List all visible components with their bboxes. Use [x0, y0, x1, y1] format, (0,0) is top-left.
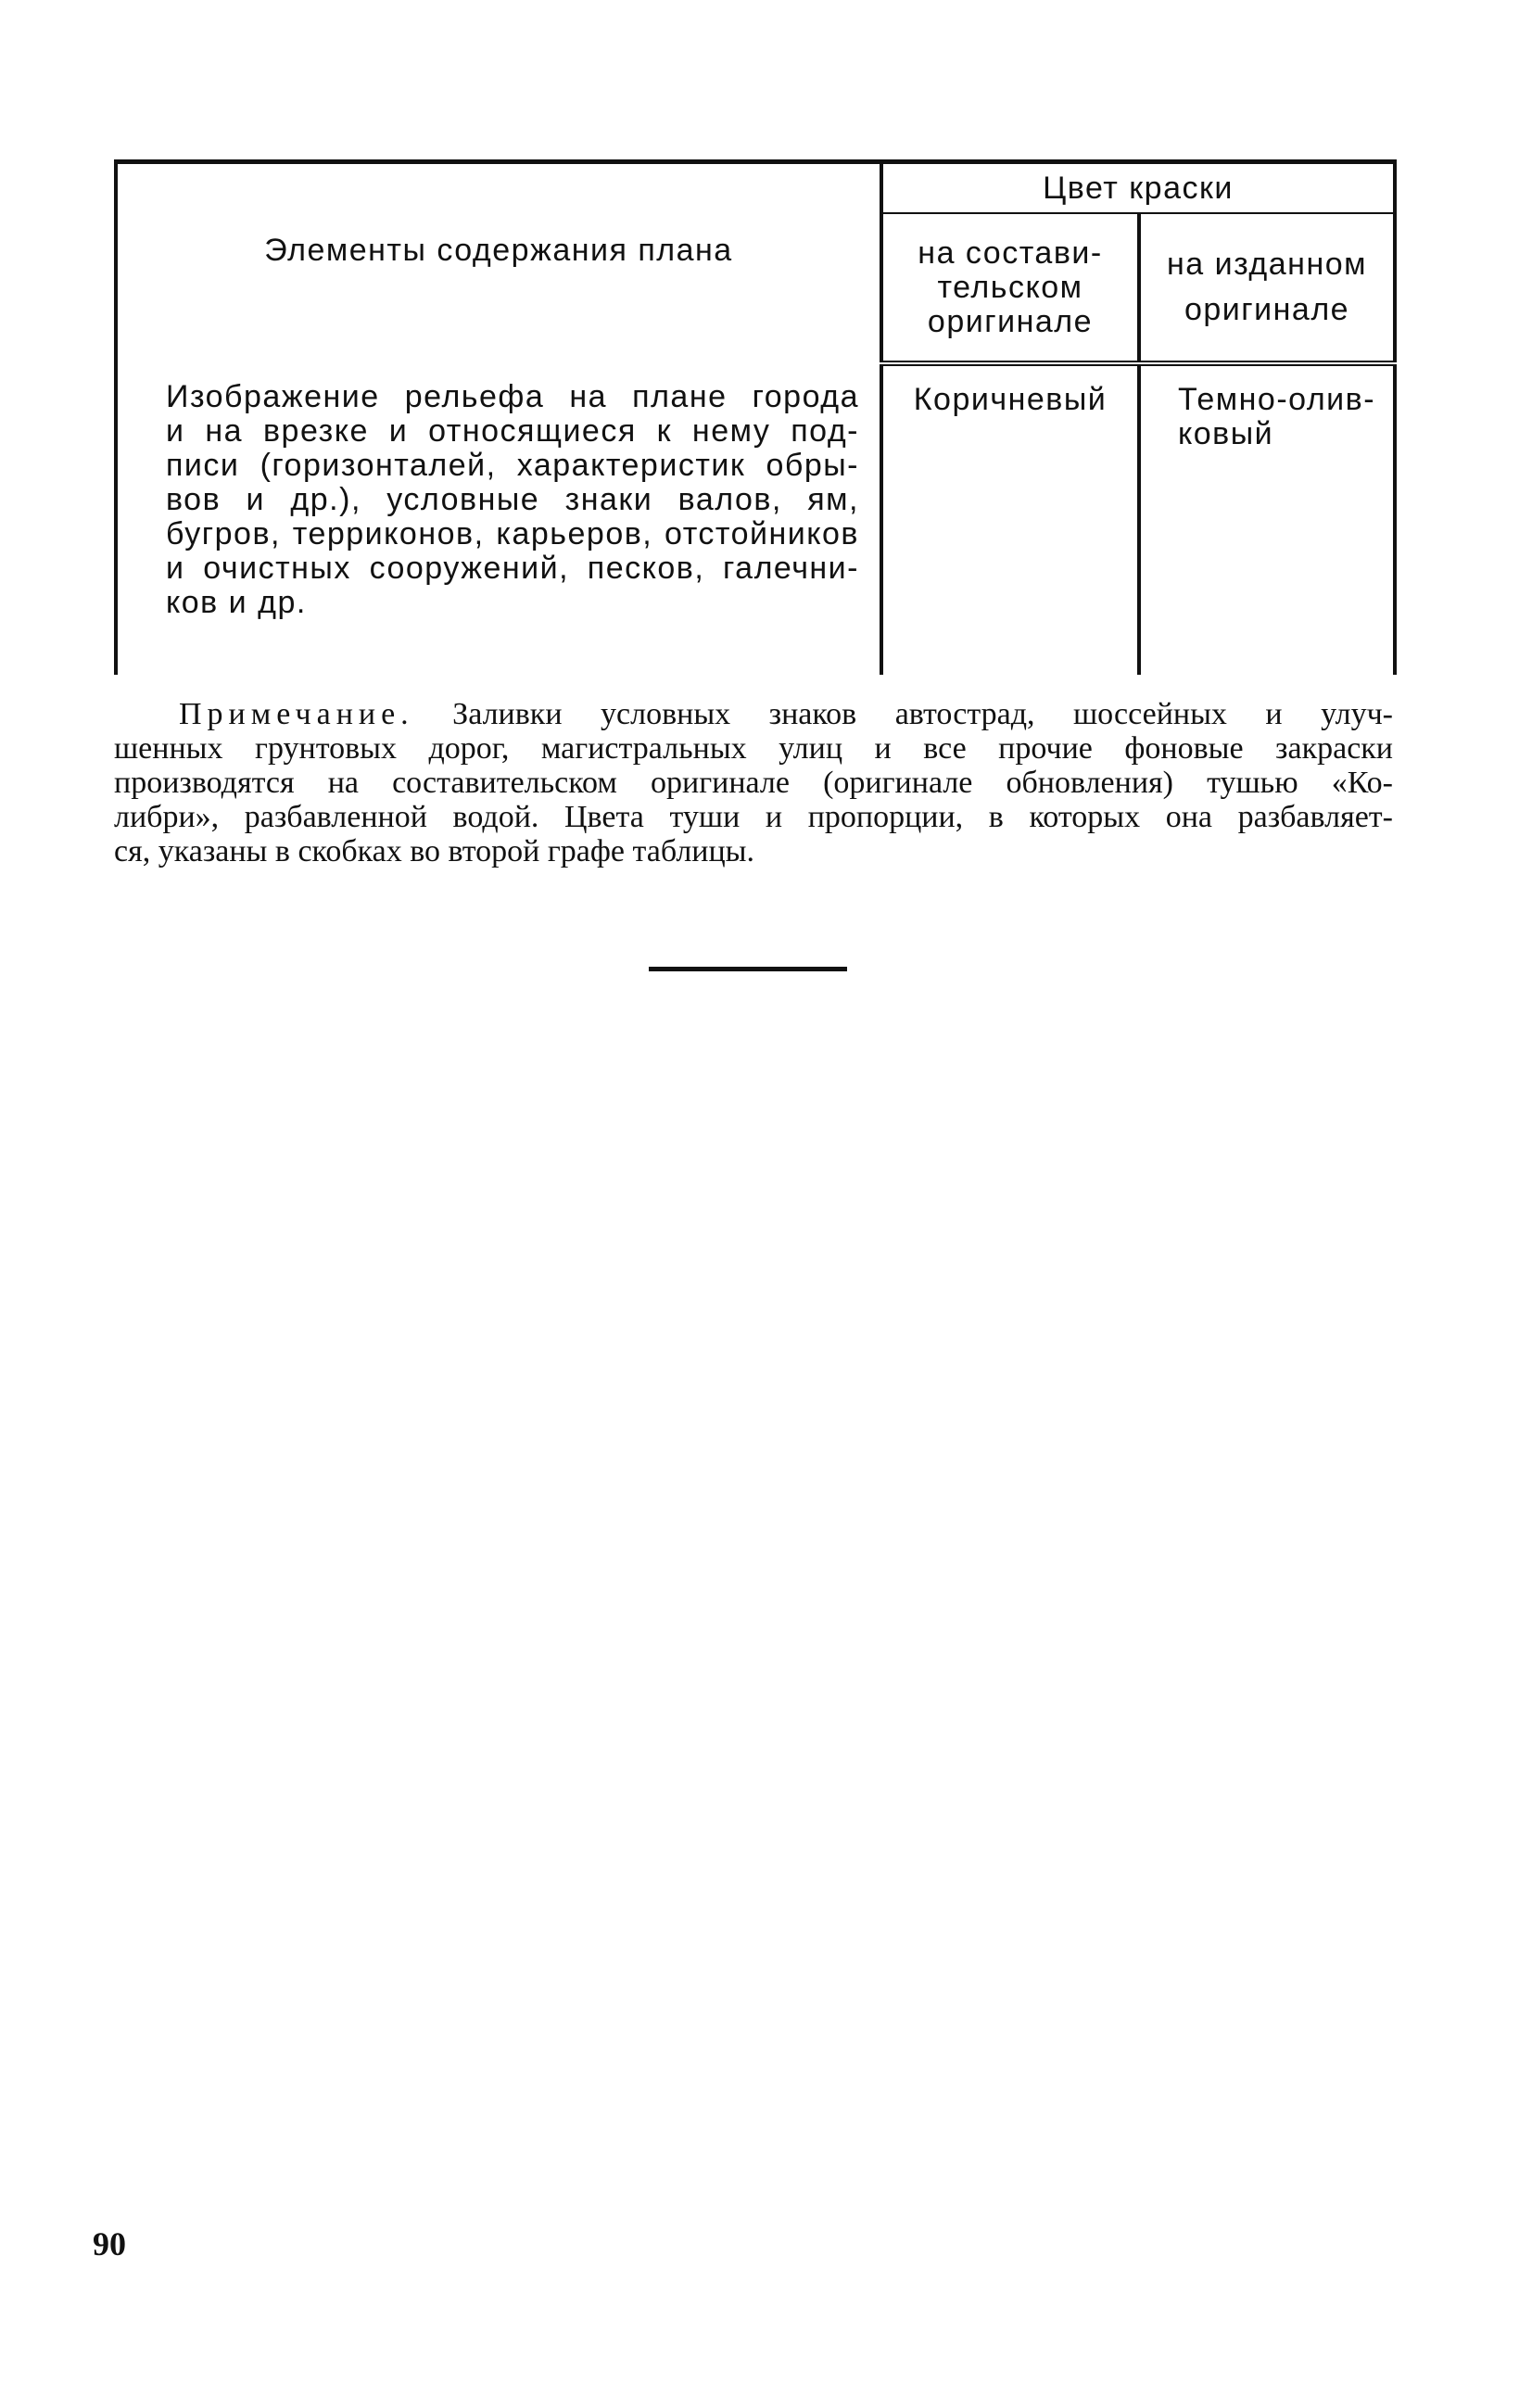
cell-line: Темно-олив- [1178, 382, 1376, 417]
header-line: оригинале [1184, 292, 1350, 327]
cell-line: ковый [1178, 416, 1274, 451]
note-line: шенных грунтовых дорог, магистральных улиц и все прочие фоновые закраски [114, 731, 1393, 766]
section-end-rule [649, 967, 847, 971]
header-line: тельском [937, 269, 1083, 305]
note-line: либри», разбавленной водой. Цвета туши и пропорции, в которых она разбавляет- [114, 800, 1393, 834]
cell-line: ков и др. [166, 585, 307, 620]
cell-published-color [1139, 363, 1395, 675]
note-text: Заливки условных знаков автострад, шоссейных и улуч- [452, 697, 1393, 731]
header-line: оригинале [927, 303, 1094, 339]
header-paint-color: Цвет краски [881, 162, 1395, 214]
cell-line: вов и др.), условные знаки валов, ям, [166, 482, 859, 517]
table-note [114, 697, 1393, 868]
cell-line: и на врезке и относящиеся к нему под- [166, 413, 859, 449]
note-line [114, 697, 1393, 731]
page-number: 90 [93, 2225, 126, 2262]
note-label: Примечание. [179, 697, 414, 731]
cell-relief-elements [116, 363, 881, 675]
header-plan-elements: Элементы содержания плана [116, 162, 881, 364]
header-published-original [1139, 213, 1395, 363]
header-compiler-original [881, 213, 1139, 363]
header-line: на состави- [918, 234, 1103, 271]
cell-line: Изображение рельефа на плане города [166, 379, 859, 414]
table-row [116, 363, 1395, 675]
cell-line: и очистных сооружений, песков, галечни- [166, 551, 859, 586]
cell-line: писи (горизонталей, характеристик обры- [166, 448, 859, 483]
note-line: ся, указаны в скобках во второй графе таблицы. [114, 834, 755, 868]
header-line: на изданном [1166, 247, 1368, 282]
note-line: производятся на составительском оригинале (оригинале обновления) тушью «Ко- [114, 766, 1393, 800]
paint-color-table [114, 159, 1397, 675]
cell-compiler-color: Коричневый [881, 363, 1139, 675]
cell-line: бугров, терриконов, карьеров, отстойников [166, 516, 859, 551]
